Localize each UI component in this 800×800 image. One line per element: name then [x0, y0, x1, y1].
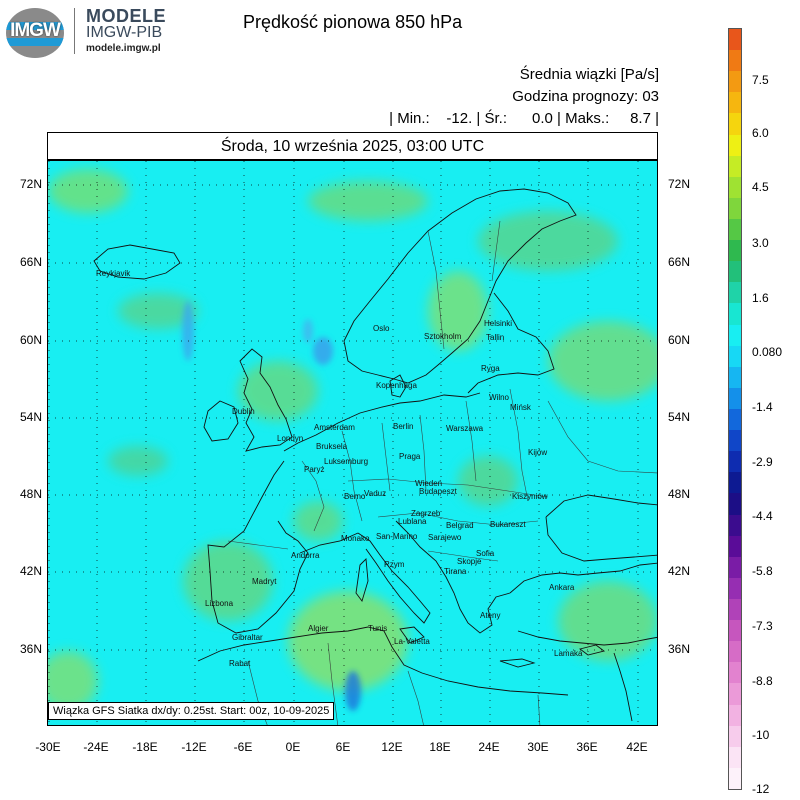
imgw-logo: [6, 8, 64, 58]
colorbar-swatch: [729, 599, 741, 620]
lat-label-right: 48N: [668, 487, 691, 501]
stat-min-mean-max: | Min.: -12. | Śr.: 0.0 | Maks.: 8.7 |: [389, 110, 659, 127]
city-label: Lizbona: [205, 599, 234, 608]
city-label: Sofia: [476, 549, 495, 558]
colorbar: [728, 28, 742, 790]
city-label: Sztokholm: [424, 332, 462, 341]
city-label: Wiedeń: [415, 479, 443, 488]
colorbar-swatch: [729, 240, 741, 261]
city-label: Kiszyniów: [512, 492, 548, 501]
lon-label: -30E: [35, 740, 61, 754]
page-title: Prędkość pionowa 850 hPa: [243, 12, 463, 32]
colorbar-swatch: [729, 409, 741, 430]
city-label: Algier: [308, 624, 329, 633]
model-source-label: Wiązka GFS Siatka dx/dy: 0.25st. Start: 00z, 10-09-2025: [48, 702, 334, 720]
colorbar-swatch: [729, 325, 741, 346]
city-label: Monako: [341, 534, 370, 543]
city-label: Skopje: [457, 557, 482, 566]
colorbar-label: -2.9: [752, 455, 773, 469]
lat-label-left: 60N: [19, 333, 42, 347]
lat-label-left: 66N: [19, 255, 42, 269]
colorbar-swatch: [729, 536, 741, 557]
colorbar-swatch: [729, 135, 741, 156]
lat-label-left: 36N: [19, 642, 42, 656]
colorbar-swatch: [729, 557, 741, 578]
city-label: Berno: [344, 492, 366, 501]
colorbar-swatch: [729, 430, 741, 451]
lat-label-left: 48N: [19, 487, 42, 501]
colorbar-swatch: [729, 451, 741, 472]
city-label: Ateny: [480, 611, 501, 620]
city-label: Luksemburg: [324, 457, 369, 466]
colorbar-swatch: [729, 641, 741, 662]
lon-label: 18E: [429, 740, 451, 754]
colorbar-swatch: [729, 50, 741, 71]
colorbar-label: -8.8: [752, 674, 773, 688]
lon-label: -6E: [233, 740, 253, 754]
lon-label: 30E: [527, 740, 549, 754]
colorbar-swatch: [729, 578, 741, 599]
logo-text: IMGW: [10, 20, 60, 41]
colorbar-swatch: [729, 282, 741, 303]
colorbar-label: -4.4: [752, 509, 773, 523]
lat-label-right: 36N: [668, 642, 691, 656]
city-label: Bukareszt: [490, 520, 526, 529]
colorbar-swatch: [729, 683, 741, 704]
city-label: Amsterdam: [314, 423, 355, 432]
colorbar-label: 3.0: [752, 236, 769, 250]
colorbar-swatch: [729, 303, 741, 324]
colorbar-swatch: [729, 367, 741, 388]
lon-label: -18E: [132, 740, 158, 754]
lat-label-right: 42N: [668, 564, 691, 578]
colorbar-swatch: [729, 768, 741, 789]
city-label: Ryga: [481, 364, 500, 373]
city-label: Rabat: [229, 659, 251, 668]
colorbar-label: 4.5: [752, 180, 769, 194]
lon-label: 36E: [576, 740, 598, 754]
city-label: Sarajewo: [428, 533, 462, 542]
colorbar-swatch: [729, 198, 741, 219]
city-label: Kijów: [528, 448, 548, 457]
lat-label-right: 72N: [668, 177, 691, 191]
city-label: Londyn: [277, 434, 304, 443]
colorbar-label: -12: [752, 782, 770, 796]
city-label: Tirana: [444, 567, 467, 576]
colorbar-swatch: [729, 92, 741, 113]
colorbar-swatch: [729, 747, 741, 768]
colorbar-label: 6.0: [752, 126, 769, 140]
colorbar-swatch: [729, 388, 741, 409]
brand-subname: IMGW-PIB: [86, 24, 163, 41]
colorbar-swatch: [729, 620, 741, 641]
colorbar-swatch: [729, 113, 741, 134]
colorbar-swatch: [729, 177, 741, 198]
lon-label: 12E: [381, 740, 403, 754]
stat-mean-label: Średnia wiązki [Pa/s]: [519, 66, 659, 83]
brand-url: modele.imgw.pl: [86, 43, 161, 54]
colorbar-swatch: [729, 261, 741, 282]
colorbar-swatch: [729, 346, 741, 367]
city-label: Oslo: [373, 324, 390, 333]
colorbar-swatch: [729, 493, 741, 514]
city-label: Lamaka: [554, 649, 583, 658]
lon-label: 24E: [478, 740, 500, 754]
city-label: Gibraltar: [232, 633, 263, 642]
city-label: Bruksela: [316, 442, 348, 451]
colorbar-label: -1.4: [752, 400, 773, 414]
city-label: Mińsk: [510, 403, 531, 412]
lat-label-left: 54N: [19, 410, 42, 424]
city-label: La-Valetta: [394, 637, 430, 646]
colorbar-swatch: [729, 71, 741, 92]
lon-label: 0E: [285, 740, 301, 754]
logo-divider: [74, 8, 75, 54]
colorbar-swatch: [729, 662, 741, 683]
city-label: Lublana: [398, 517, 427, 526]
colorbar-swatch: [729, 515, 741, 536]
city-label: Helsinki: [484, 319, 513, 328]
lat-label-right: 54N: [668, 410, 691, 424]
city-label: Andorra: [291, 551, 320, 560]
city-label: Budapeszt: [419, 487, 457, 496]
stat-forecast-hour: Godzina prognozy: 03: [512, 88, 659, 105]
lon-label: 42E: [626, 740, 648, 754]
city-label: Madryt: [252, 577, 277, 586]
valid-date: Środa, 10 września 2025, 03:00 UTC: [47, 132, 658, 160]
colorbar-swatch: [729, 472, 741, 493]
city-label: Vaduz: [364, 489, 387, 498]
colorbar-swatch: [729, 219, 741, 240]
colorbar-label: 7.5: [752, 73, 769, 87]
city-label: Tunis: [368, 624, 388, 633]
city-label: Paryż: [304, 465, 325, 474]
lon-label: 6E: [335, 740, 351, 754]
city-label: Warszawa: [446, 424, 484, 433]
colorbar-label: -10: [752, 728, 770, 742]
brand-name: MODELE: [86, 6, 167, 26]
lat-label-left: 72N: [19, 177, 42, 191]
lon-label: -12E: [181, 740, 207, 754]
map-panel[interactable]: [47, 160, 658, 726]
lat-label-right: 60N: [668, 333, 691, 347]
colorbar-label: 1.6: [752, 291, 769, 305]
colorbar-swatch: [729, 726, 741, 747]
city-label: Wilno: [489, 393, 510, 402]
lon-label: -24E: [83, 740, 109, 754]
colorbar-label: 0.080: [752, 345, 783, 359]
city-label: Zagrzeb: [411, 509, 441, 518]
map-svg: [48, 161, 658, 726]
city-label: Rzym: [384, 560, 405, 569]
city-label: Tallin: [486, 333, 505, 342]
city-label: Reykjavik: [96, 269, 131, 278]
colorbar-label: -7.3: [752, 619, 773, 633]
colorbar-swatch: [729, 29, 741, 50]
city-label: Dublin: [232, 407, 255, 416]
city-label: Praga: [399, 452, 421, 461]
lat-label-right: 66N: [668, 255, 691, 269]
city-label: Belgrad: [446, 521, 474, 530]
lat-label-left: 42N: [19, 564, 42, 578]
colorbar-swatch: [729, 156, 741, 177]
colorbar-label: -5.8: [752, 564, 773, 578]
city-label: San-Marino: [376, 532, 418, 541]
city-label: Berlin: [393, 422, 414, 431]
city-label: Ankara: [549, 583, 575, 592]
colorbar-swatch: [729, 705, 741, 726]
city-label: Kopenhaga: [376, 381, 417, 390]
